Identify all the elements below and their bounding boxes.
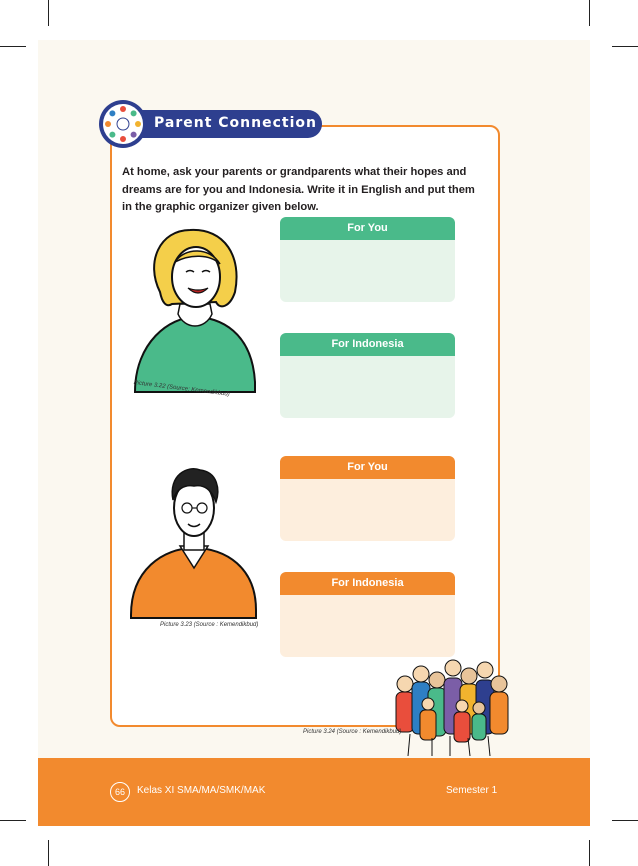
organizer-header: For Indonesia	[280, 572, 455, 595]
crop-mark	[0, 46, 26, 47]
crop-mark	[0, 820, 26, 821]
crop-mark	[589, 840, 590, 866]
children-circle-logo	[98, 99, 148, 149]
crop-mark	[612, 46, 638, 47]
footer-book-title: Kelas XI SMA/MA/SMK/MAK	[137, 785, 266, 796]
crowd-illustration	[392, 652, 512, 760]
instructions-text: At home, ask your parents or grandparents what their hopes and dreams are for you and Indonesia. Write it in English and put them in the graphic organizer given below.	[122, 166, 475, 213]
organizer-header: For You	[280, 217, 455, 240]
section-title: Parent Connection	[154, 115, 317, 131]
footer-semester: Semester 1	[446, 785, 498, 796]
organizer-for-you-orange	[280, 456, 455, 541]
organizer-answer-area[interactable]	[280, 356, 455, 418]
caption-picture-322: Picture 3.22 (Source: Kemendikbud)	[133, 380, 230, 398]
crop-mark	[48, 840, 49, 866]
crop-mark	[48, 0, 49, 26]
caption-picture-324: Picture 3.24 (Source : Kemendikbud)	[303, 729, 402, 735]
woman-illustration	[130, 222, 260, 397]
caption-picture-323: Picture 3.23 (Source : Kemendikbud)	[160, 622, 259, 628]
crop-mark	[589, 0, 590, 26]
organizer-answer-area[interactable]	[280, 595, 455, 657]
organizer-header: For You	[280, 456, 455, 479]
page-number: 66	[110, 782, 130, 802]
organizer-answer-area[interactable]	[280, 240, 455, 302]
man-illustration	[128, 460, 260, 620]
organizer-for-indonesia-orange	[280, 572, 455, 657]
organizer-answer-area[interactable]	[280, 479, 455, 541]
organizer-for-you-green	[280, 217, 455, 302]
organizer-header: For Indonesia	[280, 333, 455, 356]
crop-mark	[612, 820, 638, 821]
organizer-for-indonesia-green	[280, 333, 455, 418]
